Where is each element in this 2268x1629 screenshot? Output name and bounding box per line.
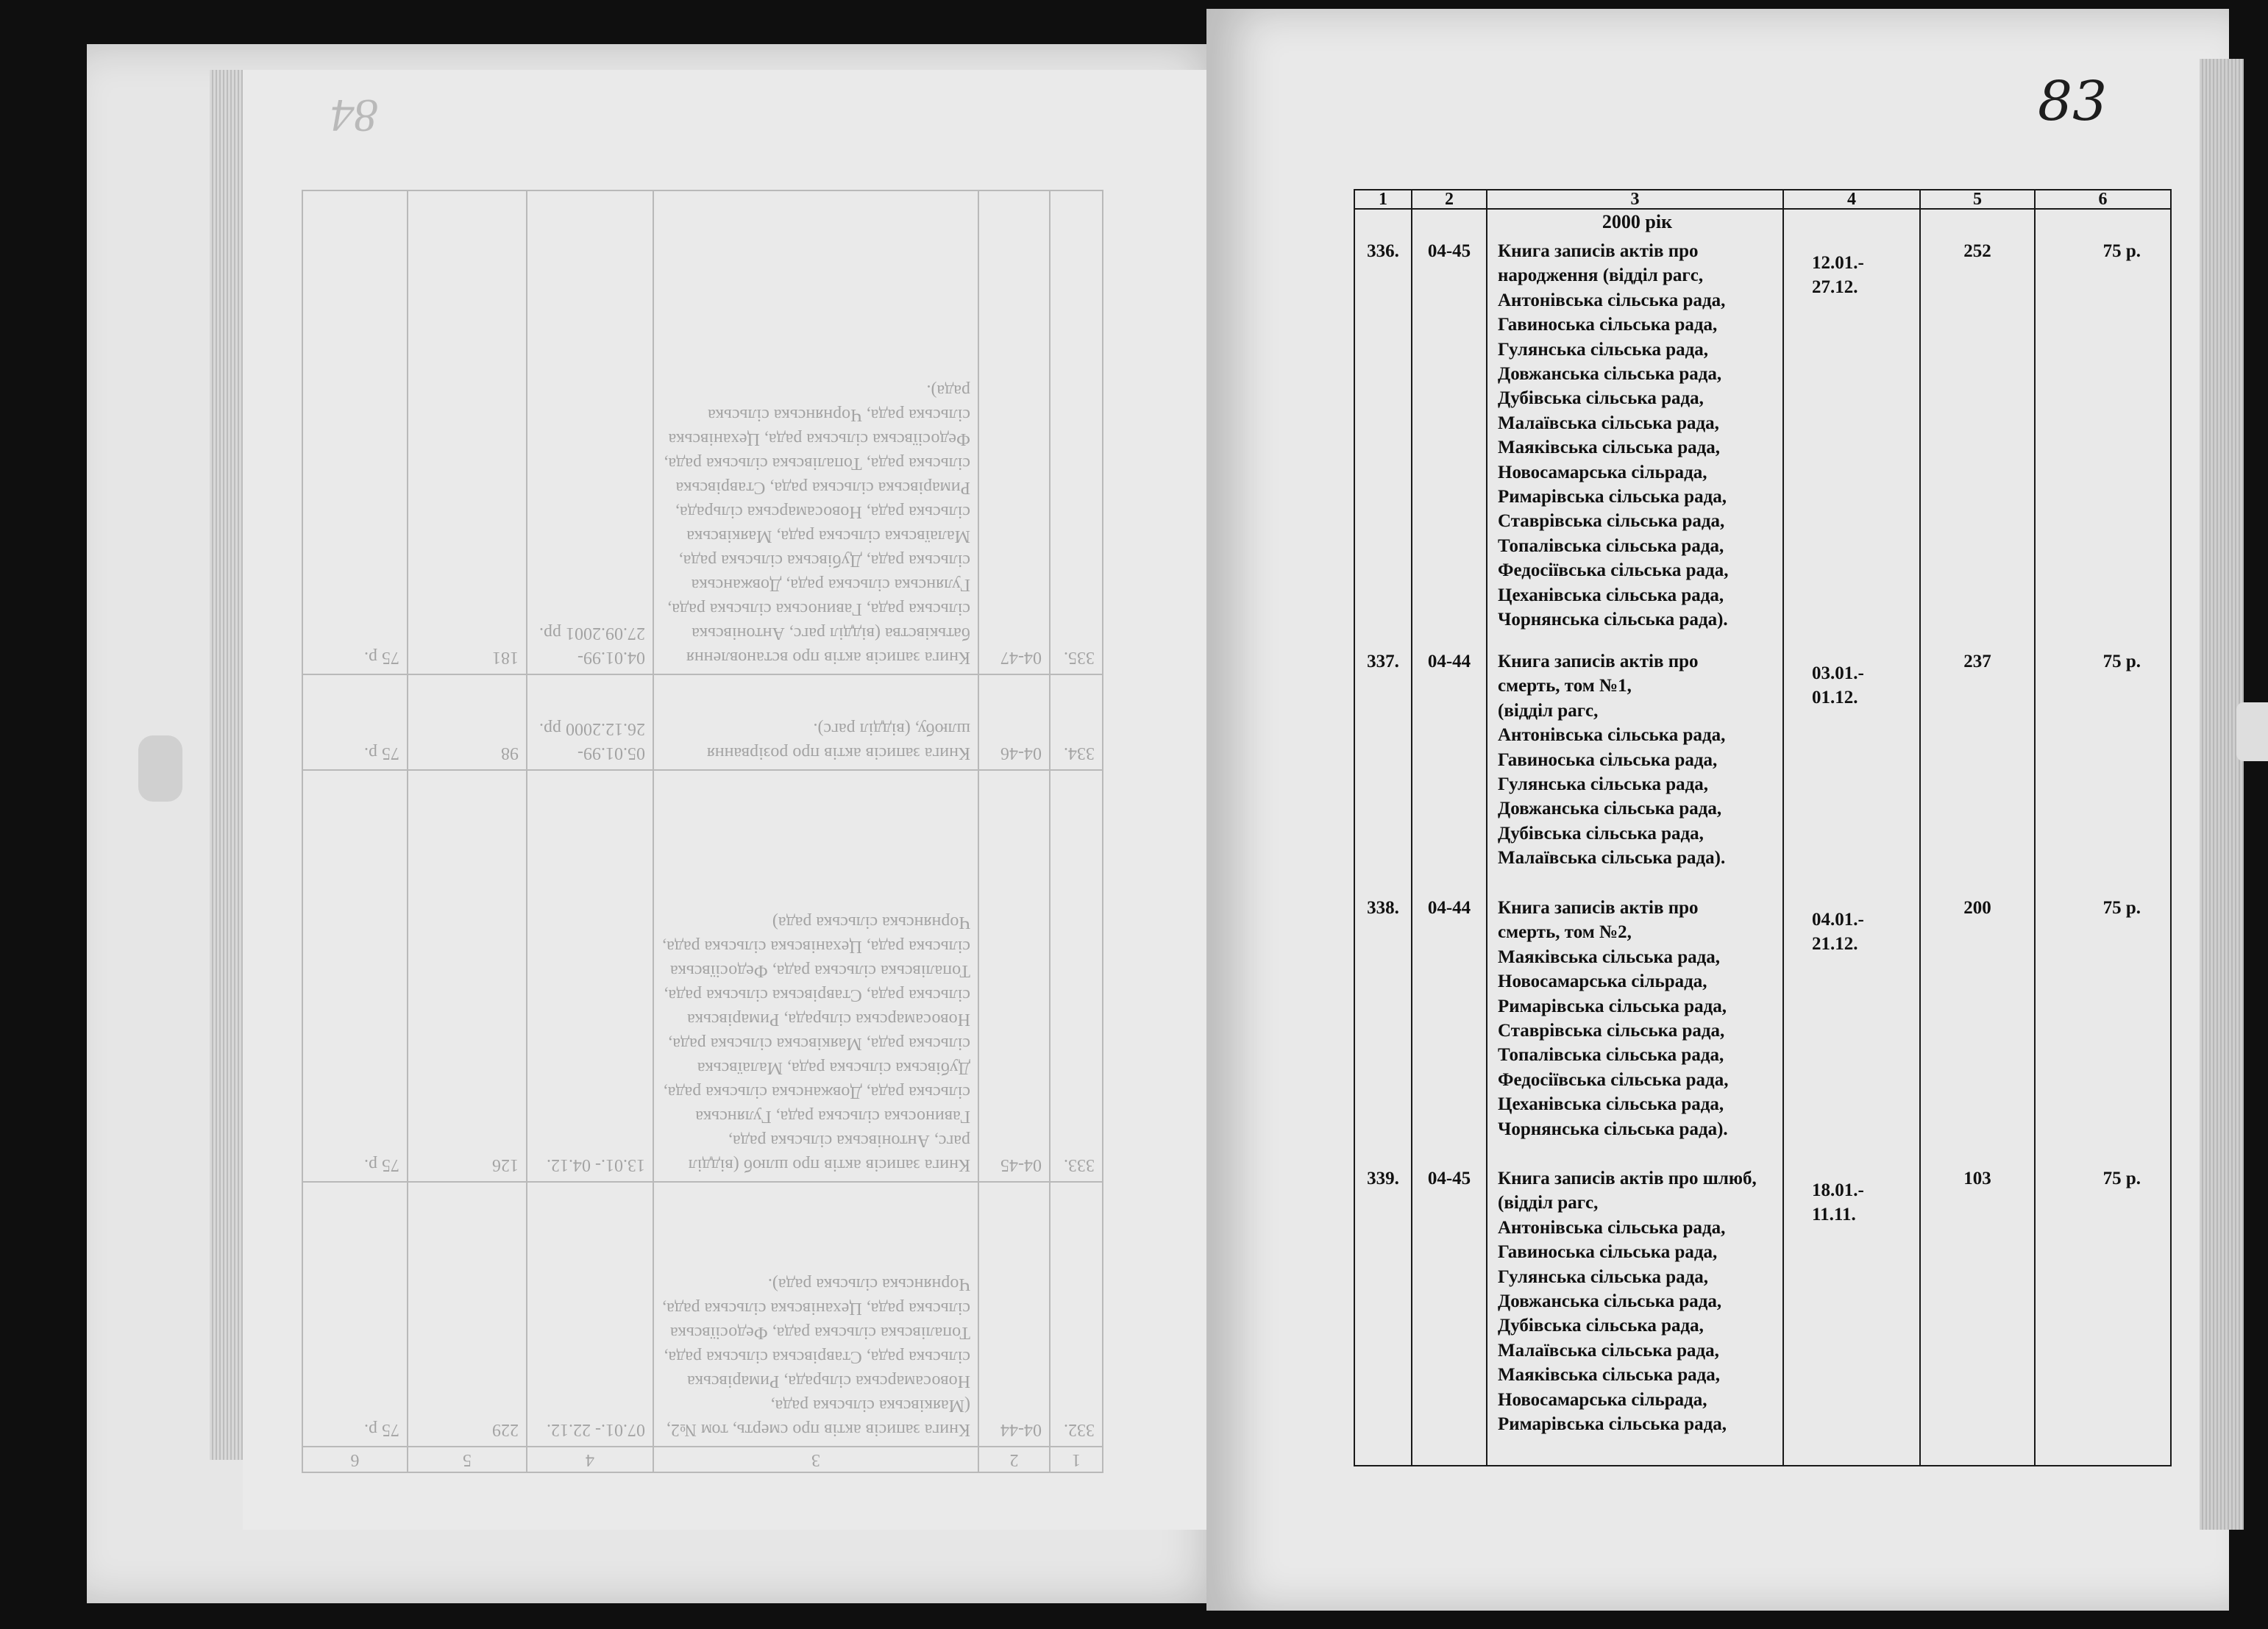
table-body-row bbox=[1354, 209, 2171, 1466]
council-line: Довжанська сільська рада, bbox=[1498, 364, 1722, 385]
header-cell-5: 5 bbox=[1920, 190, 2035, 209]
mirror-term: 75 р. bbox=[302, 190, 408, 674]
date-line: 04.01.- bbox=[1812, 910, 1864, 930]
entry-title bbox=[1498, 239, 1777, 649]
council-line: Малаївська сільська рада, bbox=[1498, 413, 1719, 433]
council-line: Римарівська сільська рада, bbox=[1498, 996, 1727, 1016]
entry-number: 338. bbox=[1367, 898, 1399, 918]
col-term bbox=[2035, 209, 2171, 1466]
mirror-code: 04-45 bbox=[978, 770, 1050, 1182]
title-line: Книга записів актів про шлюб, bbox=[1498, 1169, 1757, 1188]
mirror-num: 334. bbox=[1050, 674, 1103, 770]
council-line: Цеханівська сільська рада, bbox=[1498, 585, 1724, 605]
entry-sheets: 200 bbox=[1963, 898, 1991, 918]
archive-inventory-table bbox=[1354, 189, 2172, 1466]
mirror-header-cell: 1 bbox=[1050, 1447, 1103, 1472]
header-cell-3: 3 bbox=[1487, 190, 1783, 209]
council-line: Дубівська сільська рада, bbox=[1498, 823, 1704, 844]
left-mirrored-table bbox=[302, 190, 1103, 1473]
col-title bbox=[1487, 209, 1783, 1466]
council-line: Гулянська сільська рада, bbox=[1498, 774, 1709, 795]
council-line: Римарівська сільська рада, bbox=[1498, 487, 1727, 507]
council-line: Гавиноська сільська рада, bbox=[1498, 1242, 1718, 1263]
entry-dates bbox=[1812, 661, 1919, 908]
entry-code: 04-45 bbox=[1427, 1169, 1471, 1188]
mirror-sheets: 229 bbox=[408, 1182, 527, 1447]
council-line: Чорнянська сільська рада). bbox=[1498, 1119, 1728, 1139]
entry-code: 04-44 bbox=[1427, 898, 1471, 918]
title-line: смерть, том №2, bbox=[1498, 922, 1632, 943]
left-pencil-page-number: 84 bbox=[331, 90, 378, 142]
entry-sheets: 103 bbox=[1963, 1169, 1991, 1188]
mirror-code: 04-47 bbox=[978, 190, 1050, 674]
year-heading: 2000 рік bbox=[1602, 211, 1673, 232]
entry-number: 336. bbox=[1367, 241, 1399, 261]
entry-title bbox=[1498, 1166, 1777, 1436]
entry-term: 75 р. bbox=[2102, 898, 2141, 918]
header-cell-6: 6 bbox=[2035, 190, 2171, 209]
entry-term: 75 р. bbox=[2102, 241, 2141, 261]
council-line: Довжанська сільська рада, bbox=[1498, 1291, 1722, 1312]
council-line: Гулянська сільська рада, bbox=[1498, 1266, 1709, 1287]
council-line: Топалівська сільська рада, bbox=[1498, 1045, 1724, 1066]
mirror-text: Книга записів актів про шлюб (відділ рагс, Антонівська сільська рада, Гавиноська сільська рада, Гулянська сільська рада, Довжанська сільська рада, Дубівська сільська рада, Малаївська сільська рада, Маяківська сільська рада, Новосамарська сільрада, Римарівська сільська рада, Ставрівська сільська рада, Топалівська сільська рада, Федосіївська сільська рада, Цеханівська сільська рада, Чорнянська сільська рада) bbox=[653, 770, 978, 1182]
date-line: 01.12. bbox=[1812, 688, 1858, 708]
entry-sheets: 252 bbox=[1963, 241, 1991, 261]
mirror-header-cell: 2 bbox=[978, 1447, 1050, 1472]
council-line: Антонівська сільська рада, bbox=[1498, 290, 1726, 310]
date-line: 18.01.- bbox=[1812, 1180, 1864, 1200]
mirror-row bbox=[302, 674, 1103, 770]
table-header-row bbox=[1354, 190, 2171, 209]
paper-tab bbox=[2236, 702, 2268, 761]
entry-dates bbox=[1812, 1178, 1919, 1227]
col-code bbox=[1412, 209, 1487, 1466]
council-line: Маяківська сільська рада, bbox=[1498, 1365, 1721, 1386]
council-line: Антонівська сільська рада, bbox=[1498, 725, 1726, 746]
header-cell-2: 2 bbox=[1412, 190, 1487, 209]
entry-code: 04-44 bbox=[1427, 652, 1471, 671]
date-line: 03.01.- bbox=[1812, 663, 1864, 683]
council-line: Федосіївська сільська рада, bbox=[1498, 1069, 1729, 1090]
title-line: Книга записів актів про bbox=[1498, 241, 1699, 261]
title-line: народження (відділ рагс, bbox=[1498, 265, 1704, 286]
title-line: (відділ рагс, bbox=[1498, 1193, 1599, 1213]
mirror-row bbox=[302, 770, 1103, 1182]
council-line: Малаївська сільська рада). bbox=[1498, 848, 1726, 869]
mirror-sheets: 126 bbox=[408, 770, 527, 1182]
mirror-num: 332. bbox=[1050, 1182, 1103, 1447]
mirror-row bbox=[302, 190, 1103, 674]
mirror-term: 75 р. bbox=[302, 1182, 408, 1447]
council-line: Новосамарська сільрада, bbox=[1498, 1389, 1707, 1410]
entry-code: 04-45 bbox=[1427, 241, 1471, 261]
mirror-num: 335. bbox=[1050, 190, 1103, 674]
col-dates bbox=[1783, 209, 1920, 1466]
council-line: Новосамарська сільрада, bbox=[1498, 462, 1707, 482]
council-line: Гулянська сільська рада, bbox=[1498, 339, 1709, 360]
council-line: Гавиноська сільська рада, bbox=[1498, 749, 1718, 770]
mirror-header-cell: 4 bbox=[527, 1447, 653, 1472]
right-page-stack-edge bbox=[2200, 59, 2244, 1530]
council-line: Новосамарська сільрада, bbox=[1498, 972, 1707, 992]
entry-dates bbox=[1812, 251, 1919, 661]
mirror-dates: 07.01.- 22.12. bbox=[527, 1182, 653, 1447]
col-sheets bbox=[1920, 209, 2035, 1466]
mirror-num: 333. bbox=[1050, 770, 1103, 1182]
council-line: Маяківська сільська рада, bbox=[1498, 947, 1721, 967]
mirror-code: 04-44 bbox=[978, 1182, 1050, 1447]
mirror-dates: 13.01.- 04.12. bbox=[527, 770, 653, 1182]
mirror-row bbox=[302, 1182, 1103, 1447]
entry-number: 339. bbox=[1367, 1169, 1399, 1188]
date-line: 21.12. bbox=[1812, 934, 1858, 955]
title-line: Книга записів актів про bbox=[1498, 898, 1699, 918]
council-line: Федосіївська сільська рада, bbox=[1498, 560, 1729, 581]
mirror-header-cell: 5 bbox=[408, 1447, 527, 1472]
council-line: Цеханівська сільська рада, bbox=[1498, 1094, 1724, 1115]
entry-title bbox=[1498, 896, 1777, 1166]
mirror-text: Книга записів актів про смерть, том №2, (Маяківська сільська рада, Новосамарська сільрада, Римарівська сільська рада, Ставрівська сільська рада, Топалівська сільська рада, Федосіївська сільська рада, Цеханівська сільська рада, Чорнянська сільська рада). bbox=[653, 1182, 978, 1447]
mirror-term: 75 р. bbox=[302, 674, 408, 770]
page-number: 83 bbox=[2038, 70, 2108, 133]
title-line: Книга записів актів про bbox=[1498, 652, 1699, 671]
entry-term: 75 р. bbox=[2102, 1169, 2141, 1188]
entry-dates bbox=[1812, 908, 1919, 1178]
council-line: Римарівська сільська рада, bbox=[1498, 1414, 1727, 1435]
header-cell-1: 1 bbox=[1354, 190, 1412, 209]
mirror-header-cell: 3 bbox=[653, 1447, 978, 1472]
mirror-text: Книга записів актів про встановлення батьківства (відділ рагс, Антонівська сільська рада, Гавиноська сільська рада, Гулянська сільська рада, Довжанська сільська рада, Дубівська сільська рада, Малаївська сільська рада, Маяківська сільська рада, Новосамарська сільрада, Римарівська сільська рада, Ставрівська сільська рада, Топалівська сільська рада, Федосіївська сільська рада, Цеханівська сільська рада, Чорнянська сільська рада). bbox=[653, 190, 978, 674]
title-line: (відділ рагс, bbox=[1498, 700, 1599, 721]
mirror-header-row bbox=[302, 1447, 1103, 1472]
mirror-term: 75 р. bbox=[302, 770, 408, 1182]
entry-title bbox=[1498, 649, 1777, 896]
mirror-dates: 04.01.99- 27.09.2001 рр. bbox=[527, 190, 653, 674]
mirror-header-cell: 6 bbox=[302, 1447, 408, 1472]
council-line: Ставрівська сільська рада, bbox=[1498, 511, 1725, 532]
date-line: 12.01.- bbox=[1812, 253, 1864, 273]
title-line: смерть, том №1, bbox=[1498, 676, 1632, 696]
entry-sheets: 237 bbox=[1963, 652, 1991, 671]
header-cell-4: 4 bbox=[1783, 190, 1920, 209]
entry-number: 337. bbox=[1367, 652, 1399, 671]
col-number bbox=[1354, 209, 1412, 1466]
mirror-text: Книга записів актів про розірвання шлюбу, (відділ рагс). bbox=[653, 674, 978, 770]
council-line: Антонівська сільська рада, bbox=[1498, 1217, 1726, 1238]
mirror-sheets: 98 bbox=[408, 674, 527, 770]
council-line: Довжанська сільська рада, bbox=[1498, 799, 1722, 819]
date-line: 27.12. bbox=[1812, 277, 1858, 298]
mirror-code: 04-46 bbox=[978, 674, 1050, 770]
council-line: Чорнянська сільська рада). bbox=[1498, 610, 1728, 630]
council-line: Топалівська сільська рада, bbox=[1498, 535, 1724, 556]
council-line: Малаївська сільська рада, bbox=[1498, 1340, 1719, 1361]
council-line: Ставрівська сільська рада, bbox=[1498, 1021, 1725, 1041]
date-line: 11.11. bbox=[1812, 1205, 1856, 1225]
council-line: Маяківська сільська рада, bbox=[1498, 438, 1721, 458]
council-line: Дубівська сільська рада, bbox=[1498, 1316, 1704, 1336]
mirror-dates: 05.01.99- 26.12.2000 рр. bbox=[527, 674, 653, 770]
entry-term: 75 р. bbox=[2102, 652, 2141, 671]
mirror-sheets: 181 bbox=[408, 190, 527, 674]
council-line: Гавиноська сільська рада, bbox=[1498, 315, 1718, 335]
council-line: Дубівська сільська рада, bbox=[1498, 388, 1704, 409]
binder-clip bbox=[138, 735, 182, 802]
